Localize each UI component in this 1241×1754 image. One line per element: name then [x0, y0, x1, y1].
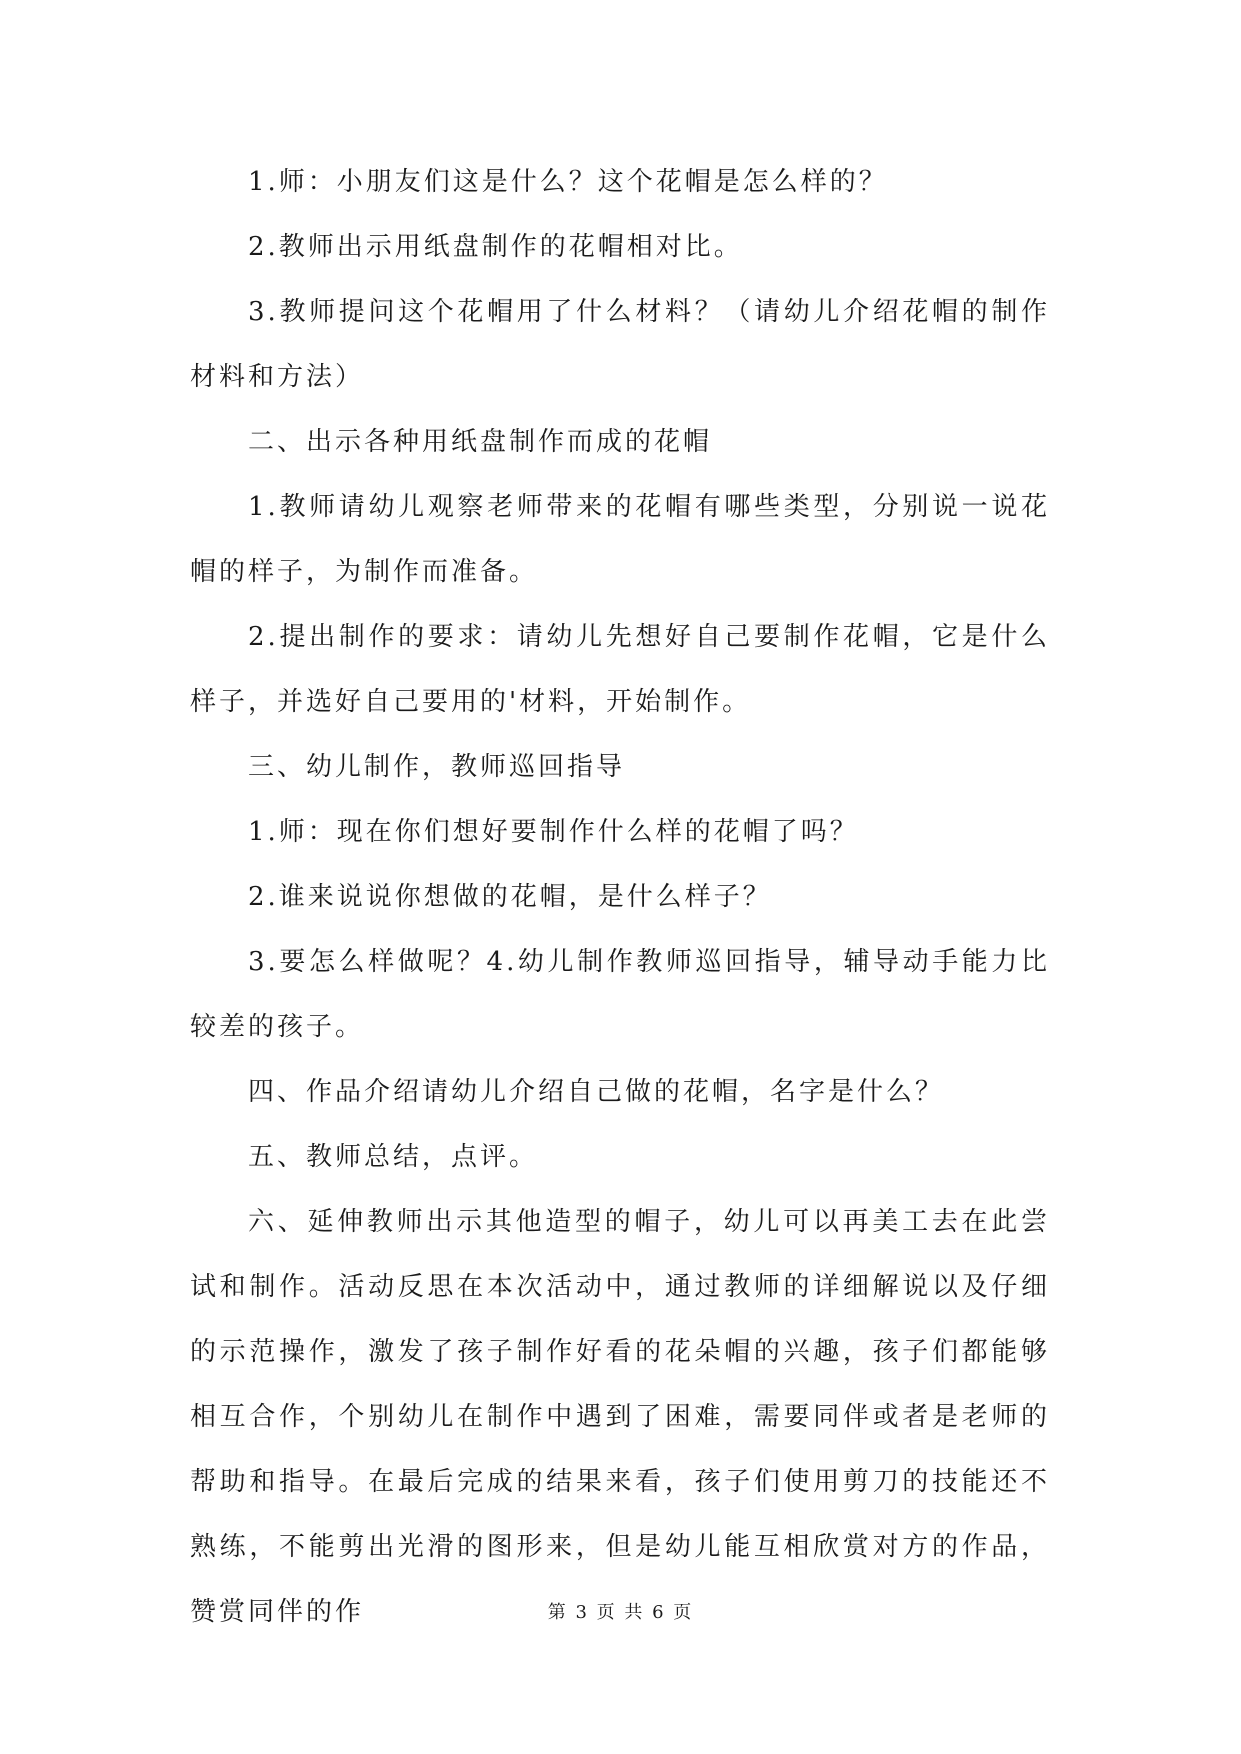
paragraph: 1.师：现在你们想好要制作什么样的花帽了吗？	[248, 817, 859, 847]
paragraph: 3.教师提问这个花帽用了什么材料？（请幼儿介绍花帽的制作材料和方法）	[190, 297, 1050, 392]
section-heading: 三、幼儿制作，教师巡回指导	[248, 752, 626, 782]
section-heading: 五、教师总结，点评。	[248, 1142, 539, 1172]
document-body	[190, 150, 1050, 1645]
paragraph: 1.教师请幼儿观察老师带来的花帽有哪些类型，分别说一说花帽的样子，为制作而准备。	[190, 492, 1050, 587]
paragraph: 3.要怎么样做呢？4.幼儿制作教师巡回指导，辅导动手能力比较差的孩子。	[190, 947, 1050, 1042]
paragraph: 2.谁来说说你想做的花帽，是什么样子？	[248, 882, 772, 912]
paragraph: 2.提出制作的要求：请幼儿先想好自己要制作花帽，它是什么样子，并选好自己要用的'材料，开始制作。	[190, 622, 1050, 717]
section-heading: 二、出示各种用纸盘制作而成的花帽	[248, 427, 713, 457]
page-number-footer: 第 3 页 共 6 页	[547, 1602, 694, 1623]
paragraph: 六、延伸教师出示其他造型的帽子，幼儿可以再美工去在此尝试和制作。活动反思在本次活动中，通过教师的详细解说以及仔细的示范操作，激发了孩子制作好看的花朵帽的兴趣，孩子们都能够相互合作，个别幼儿在制作中遇到了困难，需要同伴或者是老师的帮助和指导。在最后完成的结果来看，孩子们使用剪刀的技能还不熟练，不能剪出光滑的图形来，但是幼儿能互相欣赏对方的作品，赞赏同伴的作	[190, 1207, 1050, 1627]
paragraph: 2.教师出示用纸盘制作的花帽相对比。	[248, 232, 743, 262]
paragraph: 1.师：小朋友们这是什么？这个花帽是怎么样的？	[248, 167, 888, 197]
section-heading: 四、作品介绍请幼儿介绍自己做的花帽，名字是什么？	[248, 1077, 945, 1107]
